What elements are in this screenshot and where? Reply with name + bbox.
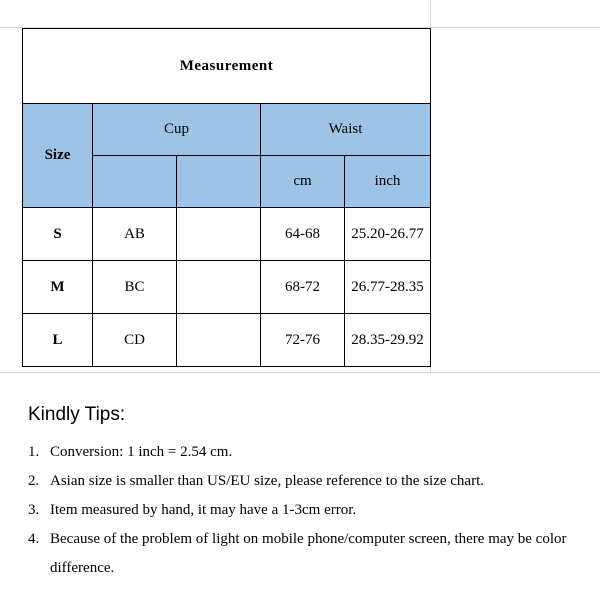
table-row xyxy=(23,261,431,314)
list-item xyxy=(28,525,588,583)
cell-cm: 72-76 xyxy=(261,314,345,367)
tip-number: 2. xyxy=(28,473,40,489)
cell-cup-extra xyxy=(177,314,261,367)
cell-cm: 68-72 xyxy=(261,261,345,314)
kindly-tips xyxy=(28,404,588,583)
cell-cm: 64-68 xyxy=(261,208,345,261)
list-item xyxy=(28,496,588,525)
cell-inch: 28.35-29.92 xyxy=(345,314,431,367)
cell-cup: BC xyxy=(93,261,177,314)
table-row xyxy=(23,314,431,367)
cell-cup: AB xyxy=(93,208,177,261)
size-chart-table xyxy=(22,28,431,367)
tips-title: Kindly Tips: xyxy=(28,404,126,425)
header-waist: Waist xyxy=(261,104,431,156)
cell-size: L xyxy=(23,314,93,367)
cell-inch: 25.20-26.77 xyxy=(345,208,431,261)
grid-line xyxy=(0,372,600,373)
header-cup-sub-1 xyxy=(93,156,177,208)
cell-size: S xyxy=(23,208,93,261)
header-cm: cm xyxy=(261,156,345,208)
tip-text: Item measured by hand, it may have a 1-3cm error. xyxy=(50,502,357,518)
cell-size: M xyxy=(23,261,93,314)
tip-number: 1. xyxy=(28,444,40,460)
list-item xyxy=(28,467,588,496)
tips-list xyxy=(28,438,588,583)
header-cup-sub-2 xyxy=(177,156,261,208)
cell-cup-extra xyxy=(177,208,261,261)
cell-cup: CD xyxy=(93,314,177,367)
tip-number: 4. xyxy=(28,531,40,547)
list-item xyxy=(28,438,588,467)
cell-inch: 26.77-28.35 xyxy=(345,261,431,314)
table-title: Measurement xyxy=(23,29,431,104)
tip-text: Conversion: 1 inch = 2.54 cm. xyxy=(50,444,233,460)
tip-number: 3. xyxy=(28,502,40,518)
header-size: Size xyxy=(23,104,93,208)
table-row xyxy=(23,208,431,261)
tip-text: Asian size is smaller than US/EU size, please reference to the size chart. xyxy=(50,473,484,489)
tip-text: Because of the problem of light on mobile phone/computer screen, there may be color difference. xyxy=(50,531,567,576)
header-cup: Cup xyxy=(93,104,261,156)
header-inch: inch xyxy=(345,156,431,208)
cell-cup-extra xyxy=(177,261,261,314)
